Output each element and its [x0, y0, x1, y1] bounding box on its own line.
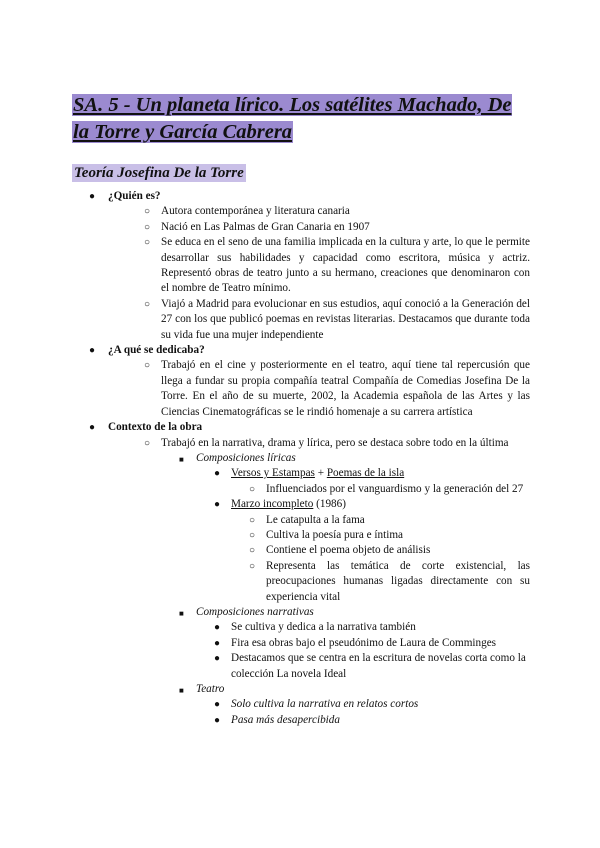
circle-bullet-icon: ○ — [144, 360, 151, 372]
list-item: ○ Viajó a Madrid para evolucionar en sus estudios, aquí conoció a la Generación del 27 con los que publicó poemas en revistas literarias. Destacamos que durante toda su vida fue una mujer independiente — [144, 297, 530, 341]
list-item: ● Fira esa obras bajo el pseudónimo de Laura de Comminges — [214, 636, 530, 651]
circle-bullet-icon: ○ — [249, 529, 256, 541]
bullet-icon: ● — [89, 422, 96, 434]
circle-bullet-icon: ○ — [249, 514, 256, 526]
circle-bullet-icon: ○ — [249, 560, 256, 572]
bullet-icon: ● — [214, 468, 221, 480]
square-bullet-icon: ■ — [179, 686, 184, 695]
list-item-quienes — [72, 189, 530, 343]
bullet-icon: ● — [214, 653, 221, 665]
list-item: ○ Autora contemporánea y literatura canaria — [144, 204, 530, 219]
bullet-icon: ● — [214, 699, 221, 711]
list-item: ○ Trabajó en el cine y posteriormente en el teatro, aquí tiene tal repercusión que llega a fundar su propia compañía teatral Compañía de Comedias Josefina De la Torre. En el año de su muerte, 2002, la Academia española de las Artes y las Ciencias Cinematográficas se le rindió homenaje a su carrera artística — [144, 359, 530, 418]
list-item-dedicaba — [72, 343, 530, 420]
heading-dedicaba: ¿A qué se dedicaba? — [108, 344, 205, 357]
circle-bullet-icon: ○ — [144, 298, 151, 310]
list-item: ○ Trabajó en la narrativa, drama y lírica, pero se destaca sobre todo en la última ■ Composiciones líricas ● Versos y Estampas + Poemas de la isla ○ Influenciados por el vanguardismo y la generación del 27 ● Marzo incompleto (1986) ○ Le catapulta a la fama ○ Cultiva la poesía pura e íntima ○ Contiene el poema objeto de análisis ○ Representa las temática de corte existencial, las preocupaciones humanas ligadas directamente con su experiencia vital ■ Composiciones narrativas ● Se cultiva y dedica a la narrativa también ● Fira esa obras bajo el pseudónimo de Laura de Comminges ● Destacamos que se centra en la escritura de novelas corta como la colección La novela Ideal ■ Teatro ● Solo cultiva la narrativa en relatos cortos ● Pasa más desapercibida — [144, 436, 530, 729]
list-item-narrativas: ■ Composiciones narrativas ● Se cultiva y dedica a la narrativa también ● Fira esa obras bajo el pseudónimo de Laura de Comminges ● Destacamos que se centra en la escritura de novelas corta como la colección La novela Ideal — [179, 605, 530, 682]
list-item: ○ Influenciados por el vanguardismo y la generación del 27 — [249, 482, 530, 497]
list-item: ○ Le catapulta a la fama — [249, 513, 530, 528]
list-item: ● Se cultiva y dedica a la narrativa también — [214, 620, 530, 635]
circle-bullet-icon: ○ — [144, 437, 151, 449]
heading-quienes: ¿Quién es? — [108, 190, 161, 202]
circle-bullet-icon: ○ — [144, 237, 151, 249]
bullet-icon: ● — [214, 637, 221, 649]
circle-bullet-icon: ○ — [249, 545, 256, 557]
square-bullet-icon: ■ — [179, 454, 184, 464]
circle-bullet-icon: ○ — [249, 483, 256, 495]
list-item: ● Destacamos que se centra en la escritura de novelas corta como la colección La novela Ideal — [214, 652, 526, 680]
list-item: ○ Nació en Las Palmas de Gran Canaria en 1907 — [144, 220, 530, 235]
list-item-obra: ● Versos y Estampas + Poemas de la isla ○ Influenciados por el vanguardismo y la generación del 27 — [214, 466, 530, 497]
outline-list — [72, 189, 530, 728]
list-item-obra: ● Marzo incompleto (1986) ○ Le catapulta a la fama ○ Cultiva la poesía pura e íntima ○ Contiene el poema objeto de análisis ○ Representa las temática de corte existencial, las preocupaciones humanas ligadas directamente con su experiencia vital — [214, 497, 530, 605]
bullet-icon: ● — [89, 345, 96, 357]
list-item: ○ Cultiva la poesía pura e íntima — [249, 528, 530, 543]
document-body — [72, 189, 530, 728]
heading-contexto: Contexto de la obra — [108, 421, 203, 434]
bullet-icon: ● — [214, 499, 221, 511]
bullet-icon: ● — [214, 714, 221, 726]
list-item-liricas: ■ Composiciones líricas ● Versos y Estampas + Poemas de la isla ○ Influenciados por el vanguardismo y la generación del 27 ● Marzo incompleto (1986) ○ Le catapulta a la fama ○ Cultiva la poesía pura e íntima ○ Contiene el poema objeto de análisis ○ Representa las temática de corte existencial, las preocupaciones humanas ligadas directamente con su experiencia vital — [179, 451, 530, 605]
page-title: SA. 5 - Un planeta lírico. Los satélites Machado, De la Torre y García Cabrera — [73, 94, 512, 143]
bullet-icon: ● — [89, 191, 96, 202]
list-item: ● Solo cultiva la narrativa en relatos cortos — [214, 697, 530, 712]
list-item: ○ Representa las temática de corte existencial, las preocupaciones humanas ligadas directamente con su experiencia vital — [249, 559, 530, 603]
circle-bullet-icon: ○ — [144, 221, 151, 233]
list-item: ○ Se educa en el seno de una familia implicada en la cultura y arte, lo que le permite desarrollar sus habilidades y capacidad como escritora, música y actriz. Representó obras de teatro junto a su hermano, creaciones que denominaron con el nombre de Teatro mínimo. — [144, 236, 530, 295]
list-item-teatro: ■ Teatro ● Solo cultiva la narrativa en relatos cortos ● Pasa más desapercibida — [179, 682, 530, 728]
list-item: ● Pasa más desapercibida — [214, 713, 530, 728]
circle-bullet-icon: ○ — [144, 206, 151, 218]
bullet-icon: ● — [214, 622, 221, 634]
square-bullet-icon: ■ — [179, 608, 184, 618]
section-subtitle: Teoría Josefina De la Torre — [74, 165, 244, 181]
list-item-contexto — [72, 420, 530, 728]
list-item: ○ Contiene el poema objeto de análisis — [249, 543, 530, 558]
